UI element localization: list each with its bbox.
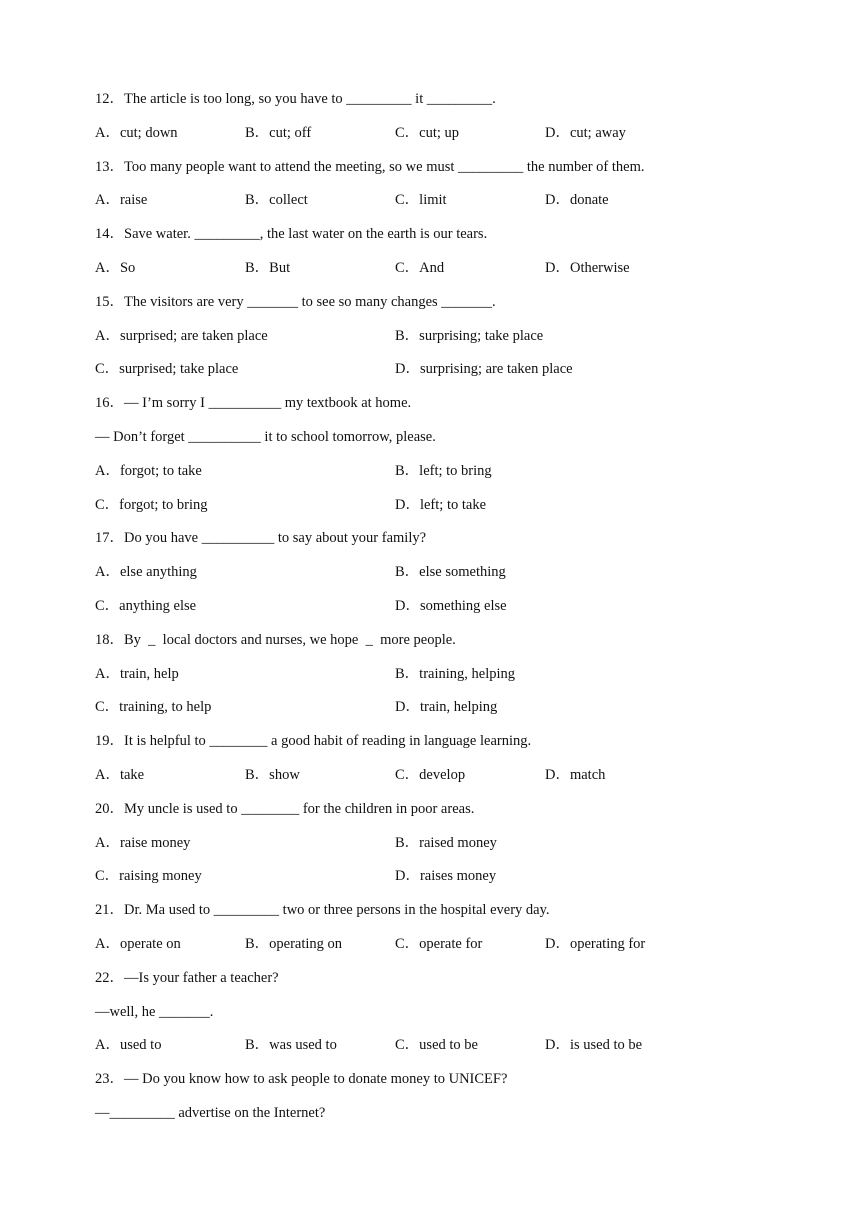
option-d[interactable]: D．cut; away <box>545 124 626 141</box>
option-c[interactable]: C．limit <box>395 192 447 209</box>
question-stem: 17．Do you have __________ to say about your family? <box>95 530 427 547</box>
option-c[interactable]: C．develop <box>395 766 466 783</box>
question-stem: 21．Dr. Ma used to _________ two or three persons in the hospital every day. <box>95 902 550 919</box>
option-d[interactable]: D．is used to be <box>545 1037 643 1054</box>
option-row <box>95 594 795 628</box>
option-a[interactable]: A．train, help <box>95 665 179 682</box>
option-d[interactable]: D．train, helping <box>395 699 498 716</box>
option-row <box>95 188 795 222</box>
question-16 <box>95 391 795 526</box>
option-row <box>95 864 795 898</box>
option-row <box>95 695 795 729</box>
question-22 <box>95 966 795 1067</box>
question-stem-continued: —_________ advertise on the Internet? <box>95 1104 326 1121</box>
option-row <box>95 1033 795 1067</box>
option-b[interactable]: B．raised money <box>395 834 497 851</box>
option-d[interactable]: D．something else <box>395 597 507 614</box>
question-stem: 14．Save water. _________, the last water on the earth is our tears. <box>95 226 488 243</box>
question-stem: 19．It is helpful to ________ a good habit of reading in language learning. <box>95 733 532 750</box>
question-stem: 16．— I’m sorry I __________ my textbook at home. <box>95 395 412 412</box>
option-a[interactable]: A．raise money <box>95 834 191 851</box>
question-stem: 18．By _ local doctors and nurses, we hope _ more people. <box>95 631 456 648</box>
question-list <box>95 87 795 1135</box>
question-stem: 22．—Is your father a teacher? <box>95 969 279 986</box>
option-c[interactable]: C．raising money <box>95 868 202 885</box>
option-row <box>95 831 795 865</box>
question-stem: 20．My uncle is used to ________ for the children in poor areas. <box>95 800 475 817</box>
question-12 <box>95 87 795 155</box>
option-d[interactable]: D．donate <box>545 192 609 209</box>
option-c[interactable]: C．forgot; to bring <box>95 496 208 513</box>
option-b[interactable]: B．operating on <box>245 935 343 952</box>
question-stem: 23．— Do you know how to ask people to donate money to UNICEF? <box>95 1071 508 1088</box>
option-c[interactable]: C．cut; up <box>395 124 460 141</box>
question-18 <box>95 628 795 729</box>
option-d[interactable]: D．match <box>545 766 606 783</box>
option-b[interactable]: B．cut; off <box>245 124 312 141</box>
option-b[interactable]: B．else something <box>395 564 506 581</box>
question-19 <box>95 729 795 797</box>
option-row <box>95 121 795 155</box>
option-c[interactable]: C．anything else <box>95 597 197 614</box>
option-b[interactable]: B．left; to bring <box>395 462 492 479</box>
option-row <box>95 662 795 696</box>
option-c[interactable]: C．surprised; take place <box>95 361 239 378</box>
question-23 <box>95 1067 795 1135</box>
option-d[interactable]: D．operating for <box>545 935 646 952</box>
question-14 <box>95 222 795 290</box>
question-stem: 12．The article is too long, so you have to _________ it _________. <box>95 91 496 107</box>
question-17 <box>95 526 795 627</box>
option-row <box>95 932 795 966</box>
option-a[interactable]: A．operate on <box>95 935 181 952</box>
option-b[interactable]: B．collect <box>245 192 308 209</box>
option-b[interactable]: B．show <box>245 766 300 783</box>
option-a[interactable]: A．forgot; to take <box>95 462 202 479</box>
option-row <box>95 357 795 391</box>
option-row <box>95 459 795 493</box>
option-row <box>95 493 795 527</box>
option-a[interactable]: A．used to <box>95 1037 162 1054</box>
option-d[interactable]: D．left; to take <box>395 496 487 513</box>
question-20 <box>95 797 795 898</box>
option-row <box>95 560 795 594</box>
option-b[interactable]: B．surprising; take place <box>395 327 544 344</box>
option-row <box>95 256 795 290</box>
option-d[interactable]: D．raises money <box>395 868 497 885</box>
option-c[interactable]: C．And <box>395 259 445 276</box>
question-stem-continued: —well, he _______. <box>95 1003 214 1020</box>
question-13 <box>95 155 795 223</box>
option-a[interactable]: A．raise <box>95 192 148 209</box>
option-row <box>95 763 795 797</box>
option-d[interactable]: D．surprising; are taken place <box>395 361 573 378</box>
option-row <box>95 324 795 358</box>
option-a[interactable]: A．take <box>95 766 145 783</box>
option-b[interactable]: B．training, helping <box>395 665 516 682</box>
question-stem-continued: — Don’t forget __________ it to school tomorrow, please. <box>95 428 436 445</box>
option-c[interactable]: C．operate for <box>395 935 483 952</box>
option-a[interactable]: A．So <box>95 259 136 276</box>
option-a[interactable]: A．cut; down <box>95 124 178 141</box>
question-21 <box>95 898 795 966</box>
option-b[interactable]: B．was used to <box>245 1037 337 1054</box>
question-15 <box>95 290 795 391</box>
question-stem: 13．Too many people want to attend the meeting, so we must _________ the number of them. <box>95 158 645 175</box>
option-d[interactable]: D．Otherwise <box>545 259 630 276</box>
option-c[interactable]: C．used to be <box>395 1037 478 1054</box>
option-b[interactable]: B．But <box>245 259 291 276</box>
question-stem: 15．The visitors are very _______ to see so many changes _______. <box>95 293 496 310</box>
option-a[interactable]: A．surprised; are taken place <box>95 327 268 344</box>
option-a[interactable]: A．else anything <box>95 564 197 581</box>
option-c[interactable]: C．training, to help <box>95 699 212 716</box>
